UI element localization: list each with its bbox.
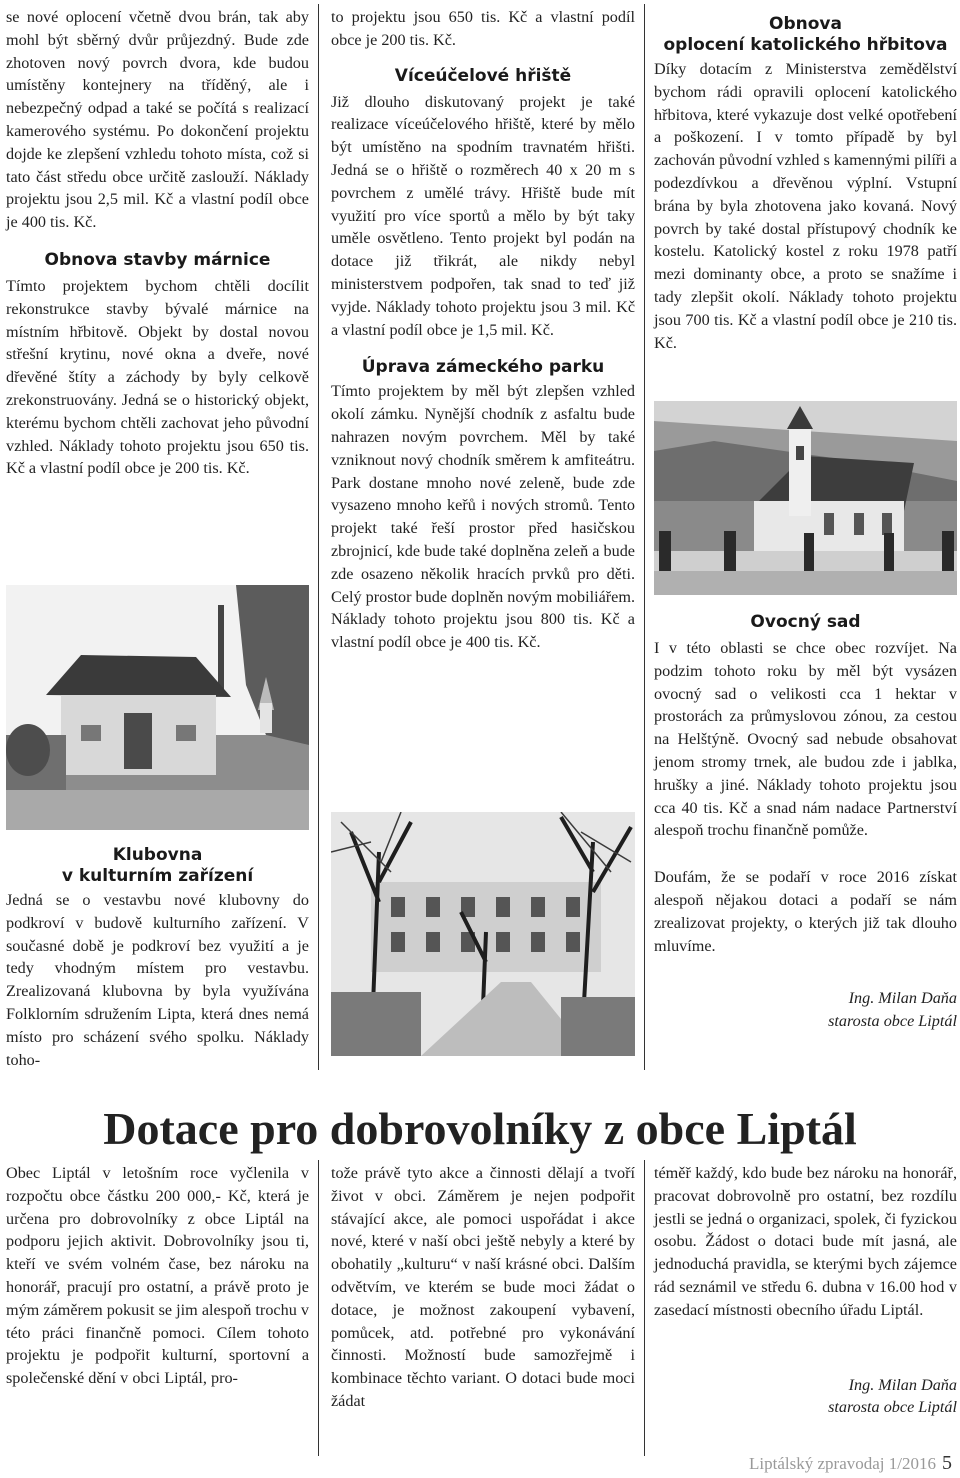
column-rule-3 [318,1160,319,1456]
klubovna-heading-line2: v kulturním zařízení [61,866,254,886]
article2-signature-name: Ing. Milan Daňa [848,1375,957,1394]
article2-paragraph-2: tože právě tyto akce a činnosti dělají a tvoří život v obci. Záměrem je nejen podpořit stávající akce, ale pomoci uspořádat i akce nové, které v naší obci ještě nebyly a které by obohatily „kulturu“ v naší krásné obci. Dalším odvětvím, ve kterém se bude moci žádat o dotace, je možnost zakoupení vybavení, pomůcek, atd. potřebné pro vykonávání činnosti. Možností bude samozřejmě i kombinace těchto variant. O dotaci bude moci žádat [331,1164,635,1410]
klubovna-heading [6,845,309,887]
hrbitov-heading-line1: Obnova [769,14,842,34]
column-rule-2 [644,4,645,1070]
article-title: Dotace pro dobrovolníky z obce Liptál [103,1103,857,1154]
page-footer [749,1452,952,1475]
hrbitov-paragraph: Díky dotacím z Ministerstva zemědělství bychom rádi opravili oplocení katolického hřbitova, které vykazuje dost velké opotřebení a poškození. I v tomto případě by byl zachován původní vzhled s kamennými pilíři a podezdívkou a dřevěnou výplní. Vstupní brána by byla zhotovena jako kovaná. Nový povrch by také dostal přístupový chodník ke kostelu. Katolický kostel z roku 1978 patří mezi dominanty obce, a proto se snažíme i tady zlepšit okolí. Náklady tohoto projektu jsou 700 tis. Kč a vlastní podíl obce je 210 tis. Kč. [654,60,957,352]
column-1-top [6,6,309,480]
hriste-paragraph: Již dlouho diskutovaný projekt je také realizace víceúčelového hřiště, které by mělo být umístěno na spodním travnatém hřišti. Jedná se o hřiště o rozměrech 40 x 20 m s povrchem z umělé trávy. Hřiště bude mít využití pro více sportů a mělo by být taky uměle osvětleno. Tento projekt byl podán na dotace již třikrát, ale nikdy nebyl ministerstvem podpořen, tak snad to teď již vyjde. Náklady tohoto projektu jsou 3 mil. Kč a vlastní podíl obce je 1,5 mil. Kč. [331,92,635,339]
article2-paragraph-3: téměř každý, kdo bude bez nároku na honorář, pracovat dobrovolně pro ostatní, bez rozdílu jestli se jedná o organizaci, spolek, či fyzickou osobu. Žádost o dotaci bude mít jasná, ale jednoduchá pravidla, se kterými bych zájemce rád seznámil ve středu 6. dubna v 16.00 hod v zasedací místnosti obecního úřadu Liptál. [654,1164,957,1319]
klubovna-paragraph: Jedná se o vestavbu nové klubovny do podkroví v budově kulturního zařízení. V současné době je podkroví bez využití a je tedy vhodným místem pro vestavbu. Zrealizovaná klubovna by byla využívána Folklorním sdružením Lipta, která dnes nemá místo pro scházení svého spolku. Náklady toho- [6,891,309,1069]
hrbitov-heading [654,14,957,56]
park-heading: Úprava zámeckého parku [361,357,605,378]
column-2-top [331,6,635,654]
park-paragraph: Tímto projektem by měl být zlepšen vzhled okolí zámku. Nynější chodník z asfaltu bude nahrazen novým povrchem. Měl by také vzniknout nový chodník směrem k amfiteátru. Park dostane mnoho nové zeleně, bude zde vysazeno mnoho keřů i nových stromů. Tento projekt také řeší prostor před hasičskou zbrojnicí, kde bude také doplněna zeleň a bude zde osazeno několik hracích prvků pro děti. Celý prostor bude doplněn novým mobiliářem. Náklady tohoto projektu jsou 800 tis. Kč a vlastní podíl obce je 400 tis. Kč. [331,382,635,652]
page-number: 5 [942,1452,952,1474]
article2-column-1 [6,1162,309,1390]
church-photo [654,401,957,595]
column-3-bottom [654,612,957,1033]
marnice-paragraph: Tímto projektem bychom chtěli docílit rekonstrukce stavby bývalé márnice na místním hřbitově. Objekt by dostal novou střešní krytinu, nové okna a dveře, nové dřevěné štíty a záchody by byly celkově zrekonstruovány. Jedná se o historický objekt, kterému bychom chtěli zachovat jeho původní vzhled. Náklady tohoto projektu jsou 650 tis. Kč a vlastní podíl obce je 200 tis. Kč. [6,276,309,478]
marnice-photo [6,585,309,830]
sad-heading: Ovocný sad [750,612,861,632]
signature-role: starosta obce Liptál [828,1012,957,1031]
column-1-bottom [6,845,309,1071]
article2-signature-role: starosta obce Liptál [828,1398,957,1417]
klubovna-heading-line1: Klubovna [112,845,203,865]
marnice-heading: Obnova stavby márnice [44,249,271,270]
column-rule-4 [644,1160,645,1456]
column-rule-1 [318,4,319,1070]
article2-paragraph-1: Obec Liptál v letošním roce vyčlenila v rozpočtu obce částku 200 000,- Kč, která je určena pro dobrovolníky z obce Liptál na podporu jejich aktivit. Dobrovolníky jsou ti, kteří ve svém volném čase, bez nároku na honorář, pracují pro ostatní, a právě proto je mým záměrem pokusit se jim alespoň trochu v této práci finančně pomoci. Cílem tohoto projektu je podpořit kulturní, sportovní a společenské dění v obci Liptál, pro- [6,1164,309,1388]
column-2-continuation: to projektu jsou 650 tis. Kč a vlastní podíl obce je 200 tis. Kč. [331,8,635,49]
intro-paragraph: se nové oplocení včetně dvou brán, tak aby mohl být sběrný dvůr průjezdný. Bude zde zhotoven nový povrch dvora, kde budou umístěny kontejnery na tříděný, ale i nebezpečný odpad a také se počítá s realizací kamerového systému. Po dokončení projektu dojde ke zlepšení vzhledu tohoto místa, což si tato část středu obce určitě zaslouží. Náklady projektu jsou 2,5 mil. Kč a vlastní podíl obce je 400 tis. Kč. [6,8,309,232]
article2-column-3 [654,1162,957,1419]
sad-paragraph: I v této oblasti se chce obec rozvíjet. Na podzim tohoto roku by měl být vysázen ovocný sad o velikosti cca 1 hektar v prostorách za průmyslovou zónou, za cestou na Helštýně. Ovocný sad nebude obsahovat jenom stromy trnek, ale budou zde i jablka, hrušky a jiné. Náklady tohoto projektu jsou cca 40 tis. Kč a snad nám nadace Partnerství alespoň trochu finančně pomůže. [654,639,957,840]
column-3-top [654,14,957,354]
closing-paragraph: Doufám, že se podaří v roce 2016 získat alespoň nějakou dotaci a podaří se nám zrealizovat projekty, o kterých již tak dlouho mluvíme. [654,868,957,955]
hriste-heading: Víceúčelové hřiště [394,65,572,86]
article2-column-2 [331,1162,635,1413]
signature-name: Ing. Milan Daňa [848,989,957,1008]
park-photo [331,812,635,1056]
publication-name: Liptálský zpravodaj 1/2016 [749,1454,936,1473]
hrbitov-heading-line2: oplocení katolického hřbitova [663,35,948,55]
